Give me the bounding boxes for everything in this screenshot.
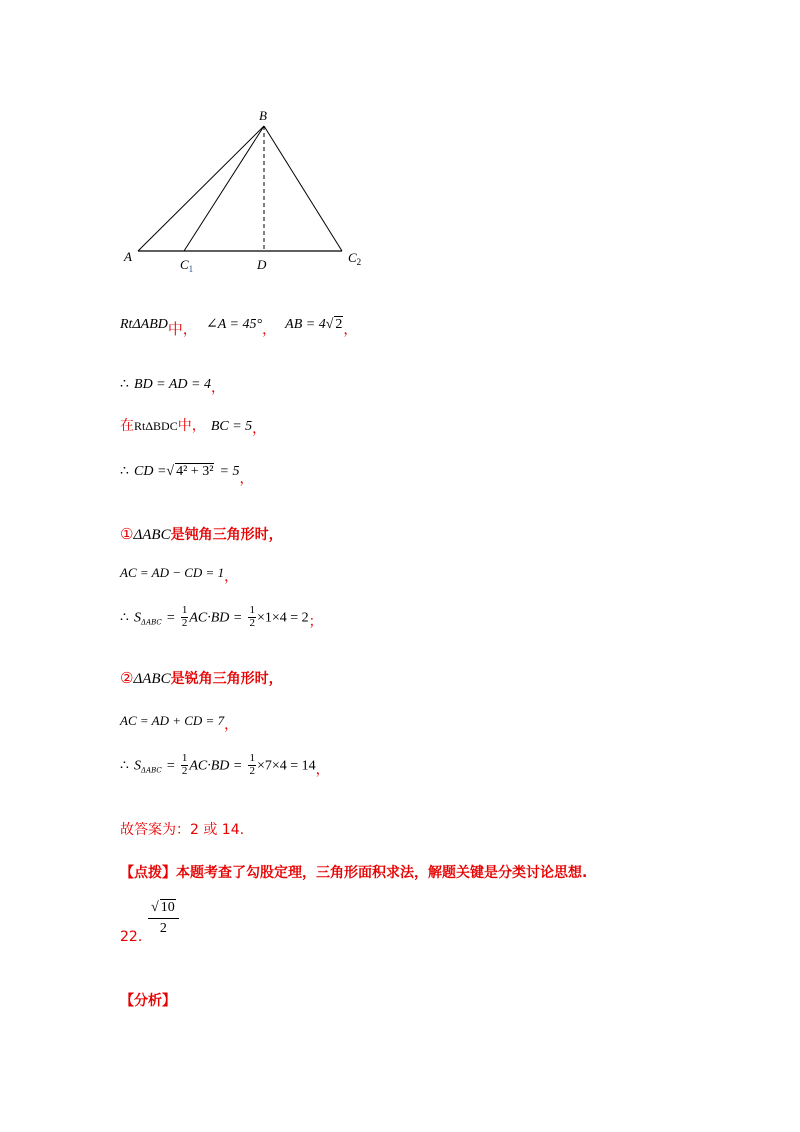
q22-numerator: 10 (160, 900, 175, 915)
line-area-2 (120, 753, 330, 777)
area-sub-1: ΔABC (141, 618, 162, 627)
q22-number: 22． (120, 929, 152, 945)
angle-a: ∠A = 45° (205, 317, 263, 332)
dianbo-line (120, 862, 587, 882)
zhong-3: 中， (177, 418, 206, 434)
label-c1: $C_1$ (180, 257, 194, 274)
answer-line: 故答案为：2 或 14. (120, 822, 245, 838)
bc-eq: BC = 5 (210, 419, 253, 434)
eq-10: = (166, 758, 175, 774)
case-2-marker: ② (120, 669, 134, 687)
comma-l3: ， (252, 421, 267, 437)
therefore-2: ∴ (120, 377, 129, 392)
label-a: A (124, 249, 132, 264)
tri-abd: RtΔABD (120, 317, 168, 332)
q22-denominator: 2 (159, 921, 167, 936)
line-rt-bdc (120, 415, 266, 435)
dianbo-text: 本题考查了勾股定理，三角形面积求法，解题关键是分类讨论思想. (176, 865, 588, 881)
line-rt-abd (120, 312, 358, 338)
cd-pre: CD = (134, 464, 167, 479)
comma-l6: ， (224, 569, 239, 585)
cd-radicand: 4² + 3² (176, 464, 214, 479)
bd-ad-eq: BD = AD = 4 (134, 377, 211, 392)
case-2-desc: 是锐角三角形时， (170, 671, 283, 687)
comma-l10: ， (315, 761, 330, 778)
case-1-desc: 是钝角三角形时， (170, 527, 283, 543)
label-c2: $C_2$ (348, 250, 362, 267)
area-sub-2: ΔABC (141, 766, 162, 775)
triangle-figure (115, 100, 375, 275)
fenxi-heading: 【分析】 (120, 993, 176, 1009)
therefore-7: ∴ (120, 610, 129, 626)
ac-minus-eq: AC = AD − CD = 1 (120, 565, 225, 580)
ac-plus-eq: AC = AD + CD = 7 (120, 713, 225, 728)
ac-bd-1: AC·BD = (189, 610, 243, 626)
case-2-heading (120, 668, 283, 688)
ab-eq: AB = 4√ 2 (285, 317, 343, 332)
area-s-1: S (134, 610, 142, 626)
segment-bc2 (264, 126, 342, 251)
line-cd (120, 460, 254, 487)
line-ac-minus (120, 562, 239, 585)
cd-post: = 5 (219, 464, 240, 479)
comma-2: ， (262, 322, 277, 338)
area-result-1: ×1×4 = 2 (256, 610, 309, 626)
case-2-tri: ΔABC (133, 671, 171, 687)
eq-7: = (166, 610, 175, 626)
frac-half-4: $\frac{1}{2}$ (249, 752, 255, 777)
line-area-1 (120, 605, 323, 629)
area-result-2: ×7×4 = 14 (256, 758, 316, 774)
comma-3: ， (343, 322, 358, 338)
therefore-10: ∴ (120, 758, 129, 774)
ac-bd-2: AC·BD = (189, 758, 243, 774)
dianbo-bracket: 【点拨】 (120, 865, 176, 881)
comma-1: ， (182, 322, 197, 338)
case-1-tri: ΔABC (133, 527, 171, 543)
zhong-1: 中 (167, 320, 183, 338)
semicolon-l7: ； (308, 613, 323, 630)
segment-bc1 (184, 126, 264, 251)
frac-half-1: $\frac{1}{2}$ (181, 604, 188, 629)
area-s-2: S (134, 758, 142, 774)
zai: 在 (120, 418, 134, 434)
line-ac-plus (120, 710, 239, 733)
segment-ab (138, 126, 264, 251)
comma-l4: ， (239, 471, 254, 487)
frac-half-2: $\frac{1}{2}$ (249, 604, 255, 629)
label-d: D (257, 257, 267, 272)
line-bd-ad (120, 373, 225, 396)
tri-bdc: RtΔBDC (134, 419, 178, 433)
radical-sign: √ (166, 464, 175, 479)
label-b: B (259, 108, 267, 123)
therefore-4: ∴ (120, 464, 129, 479)
frac-half-3: $\frac{1}{2}$ (181, 752, 188, 777)
comma-l2: ， (210, 380, 225, 396)
case-1-marker: ① (120, 525, 134, 543)
case-1-heading (120, 524, 283, 544)
comma-l9: ， (224, 717, 239, 733)
q22-fraction: √ 10 2 (148, 900, 179, 937)
